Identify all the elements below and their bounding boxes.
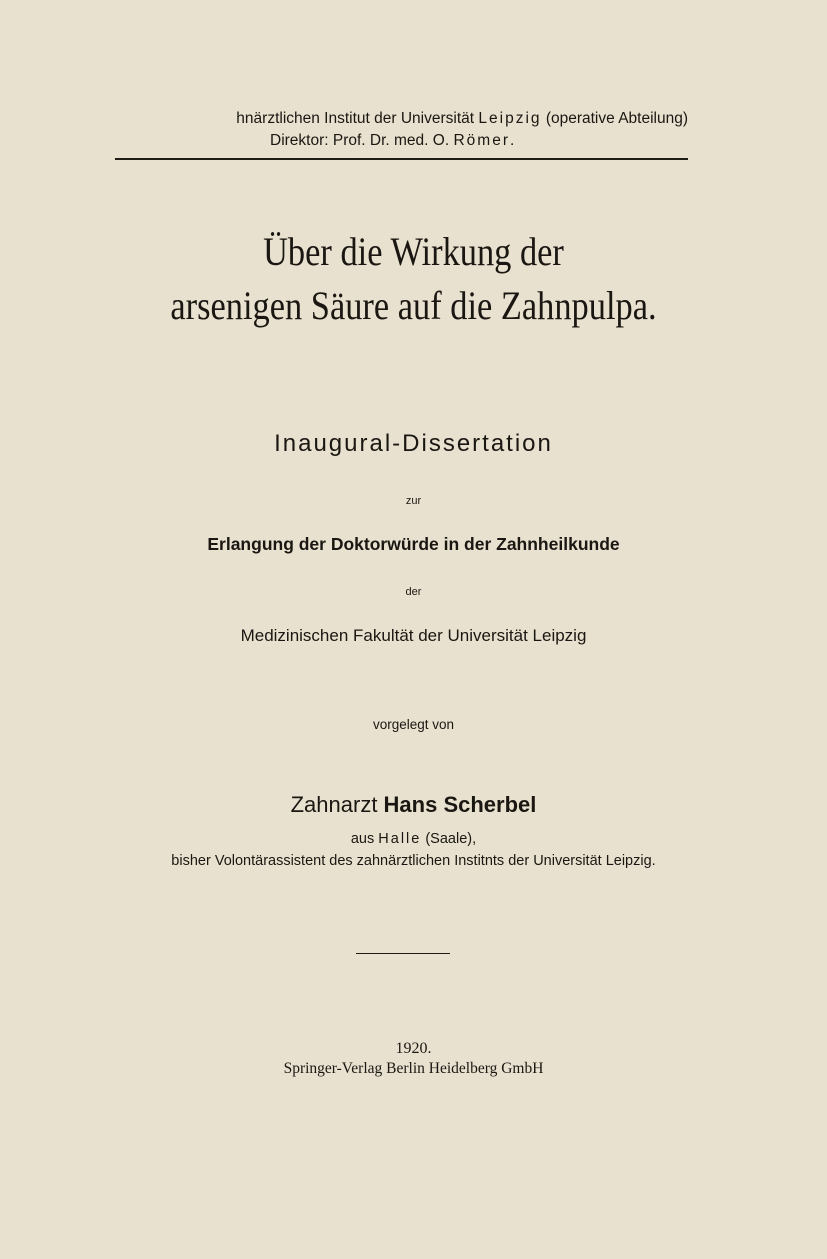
institute-header-line: [0, 110, 688, 128]
publication-year: 1920.: [395, 1040, 432, 1057]
dissertation-label: Inaugural-Dissertation: [274, 430, 553, 457]
publisher: Springer-Verlag Berlin Heidelberg GmbH: [283, 1060, 544, 1077]
author-line: [0, 792, 827, 818]
der-label: der: [405, 586, 422, 598]
origin-prefix: aus: [350, 831, 379, 847]
director-name: Römer: [453, 132, 510, 149]
author-position: bisher Volontärassistent des zahnärztlichen Institnts der Universität Leipzig.: [171, 853, 656, 869]
author-origin: [0, 831, 827, 847]
header-rule: [115, 158, 688, 160]
origin-region: (Saale),: [421, 831, 477, 847]
submitted-by-label: vorgelegt von: [372, 717, 455, 732]
degree-line: Erlangung der Doktorwürde in der Zahnheilkunde: [207, 534, 620, 554]
origin-city: Halle: [378, 831, 422, 847]
separator-rule: [356, 953, 450, 954]
director-period: .: [509, 132, 515, 149]
institute-city: Leipzig: [478, 110, 542, 127]
zur-label: zur: [405, 495, 422, 507]
institute-name: hnärztlichen Institut der Universität: [236, 110, 479, 127]
title-line-1: Über die Wirkung der: [263, 229, 564, 274]
author-prefix: Zahnarzt: [290, 792, 384, 817]
author-name: Hans Scherbel: [383, 792, 537, 817]
title-line-2: arsenigen Säure auf die Zahnpulpa.: [170, 283, 657, 328]
director-title: Direktor: Prof. Dr. med. O.: [270, 132, 454, 149]
faculty-line: Medizinischen Fakultät der Universität Leipzig: [240, 626, 587, 645]
institute-department: (operative Abteilung): [541, 110, 688, 127]
director-line: [270, 132, 514, 150]
